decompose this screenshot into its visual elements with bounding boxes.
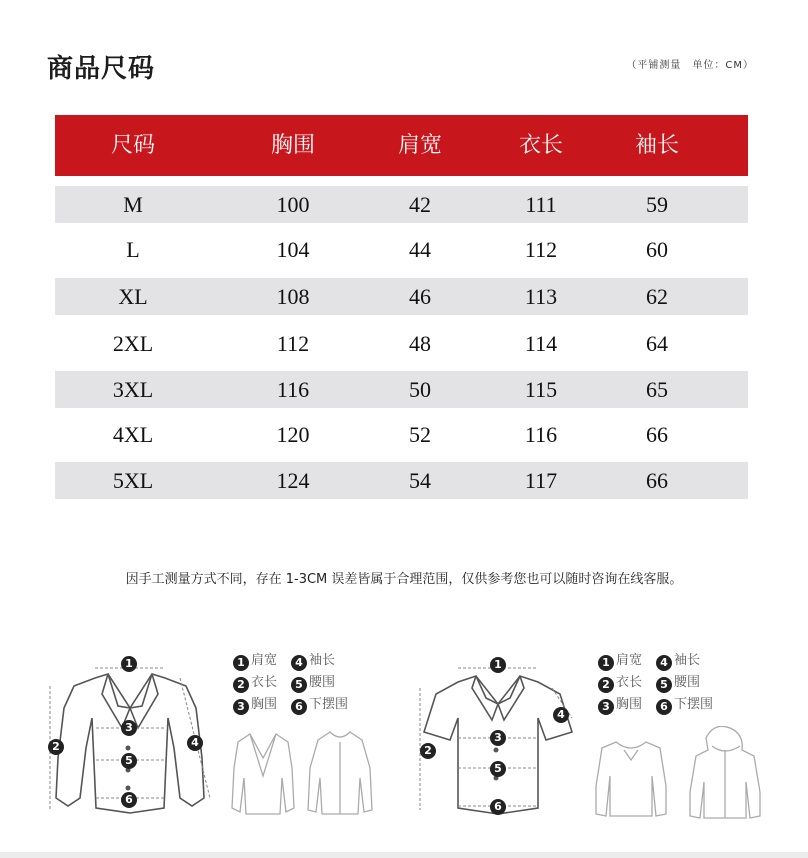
legend-left — [233, 650, 349, 716]
legend-label: 下摆围 — [674, 697, 714, 712]
legend-right — [598, 650, 714, 716]
marker-2-icon: 2 — [420, 743, 436, 759]
cell-shoulder: 48 — [409, 331, 431, 356]
marker-6-icon: 6 — [490, 799, 506, 815]
cell-sleeve: 65 — [646, 377, 668, 402]
cell-size: L — [126, 237, 140, 262]
legend-marker-icon: 5 — [656, 677, 672, 693]
legend-marker-icon: 6 — [291, 699, 307, 715]
cell-sleeve: 62 — [646, 284, 668, 309]
legend-marker-icon: 1 — [598, 655, 614, 671]
table-row — [55, 371, 748, 408]
cell-size: 2XL — [112, 331, 154, 356]
col-length-header: 衣长 — [518, 133, 564, 158]
cell-sleeve: 60 — [646, 237, 668, 262]
table-row — [55, 416, 748, 453]
legend-label: 衣长 — [616, 675, 643, 690]
size-table-header — [55, 115, 748, 176]
cell-chest: 104 — [276, 237, 310, 262]
marker-4-icon: 4 — [553, 707, 569, 723]
table-row — [55, 231, 748, 268]
cell-size: XL — [118, 284, 148, 309]
cell-shoulder: 50 — [409, 377, 431, 402]
legend-label: 腰围 — [309, 675, 336, 690]
legend-marker-icon: 6 — [656, 699, 672, 715]
legend-marker-icon: 2 — [598, 677, 614, 693]
table-row — [55, 278, 748, 315]
legend-label: 衣长 — [251, 675, 278, 690]
cell-length: 115 — [524, 377, 558, 402]
cell-shoulder: 52 — [409, 422, 431, 447]
cell-chest: 100 — [276, 192, 310, 217]
cell-length: 116 — [524, 422, 558, 447]
cell-chest: 116 — [276, 377, 310, 402]
legend-marker-icon: 3 — [598, 699, 614, 715]
col-chest-header: 胸围 — [270, 133, 316, 158]
cell-sleeve: 66 — [646, 422, 668, 447]
cell-shoulder: 44 — [409, 237, 431, 262]
cell-sleeve: 59 — [646, 192, 668, 217]
legend-marker-icon: 1 — [233, 655, 249, 671]
marker-3-icon: 3 — [121, 720, 137, 736]
legend-marker-icon: 2 — [233, 677, 249, 693]
legend-label: 肩宽 — [251, 653, 278, 668]
cell-chest: 108 — [276, 284, 310, 309]
cell-sleeve: 64 — [646, 331, 668, 356]
blazer-jacket-icons — [230, 728, 380, 820]
legend-label: 下摆围 — [309, 697, 349, 712]
cell-shoulder: 54 — [409, 468, 431, 493]
cell-chest: 124 — [276, 468, 310, 493]
measurement-disclaimer: 因手工测量方式不同，存在 1-3CM 误差皆属于合理范围，仅供参考您也可以随时咨询在线客服。 — [125, 572, 683, 587]
legend-marker-icon: 3 — [233, 699, 249, 715]
cell-size: 3XL — [112, 377, 154, 402]
table-row — [55, 462, 748, 499]
col-sleeve-header: 袖长 — [634, 133, 680, 158]
cell-length: 117 — [524, 468, 558, 493]
marker-3-icon: 3 — [490, 730, 506, 746]
legend-marker-icon: 4 — [291, 655, 307, 671]
bottom-divider — [0, 852, 808, 858]
measurement-note: （平铺测量 单位：CM） — [626, 60, 754, 71]
table-row — [55, 325, 748, 362]
cell-length: 114 — [524, 331, 558, 356]
marker-6-icon: 6 — [121, 792, 137, 808]
legend-label: 腰围 — [674, 675, 701, 690]
marker-1-icon: 1 — [490, 657, 506, 673]
cell-chest: 120 — [276, 422, 310, 447]
col-size-header: 尺码 — [110, 133, 156, 158]
cell-chest: 112 — [276, 331, 310, 356]
marker-4-icon: 4 — [187, 735, 203, 751]
cell-length: 113 — [524, 284, 558, 309]
marker-2-icon: 2 — [48, 739, 64, 755]
legend-marker-icon: 4 — [656, 655, 672, 671]
cell-sleeve: 66 — [646, 468, 668, 493]
marker-5-icon: 5 — [121, 753, 137, 769]
legend-label: 袖长 — [674, 653, 701, 668]
cell-shoulder: 46 — [409, 284, 431, 309]
cell-size: 5XL — [112, 468, 154, 493]
cell-length: 111 — [525, 192, 557, 217]
cell-length: 112 — [524, 237, 558, 262]
cell-size: 4XL — [112, 422, 154, 447]
legend-label: 胸围 — [251, 697, 278, 712]
marker-5-icon: 5 — [490, 761, 506, 777]
cell-shoulder: 42 — [409, 192, 431, 217]
page-title: 商品尺码 — [47, 54, 156, 84]
legend-label: 袖长 — [309, 653, 336, 668]
sweater-hoodie-icons — [594, 726, 764, 822]
table-row — [55, 186, 748, 223]
marker-1-icon: 1 — [121, 656, 137, 672]
col-shoulder-header: 肩宽 — [397, 133, 443, 158]
legend-marker-icon: 5 — [291, 677, 307, 693]
cell-size: M — [123, 192, 143, 217]
legend-label: 胸围 — [616, 697, 643, 712]
legend-label: 肩宽 — [616, 653, 643, 668]
